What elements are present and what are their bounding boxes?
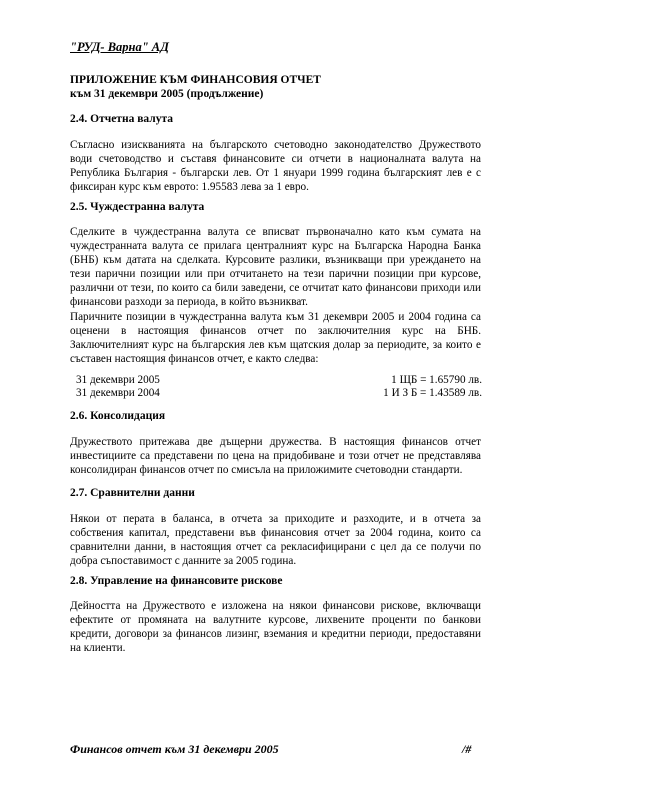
section-heading-consolidation: 2.6. Консолидация xyxy=(70,410,166,422)
paragraph-consolidation: Дружеството притежава две дъщерни дружества. В настоящия финансов отчет инвестициите са представени по цена на придобиване и този отчет не представлява консолидиран финансов отчет по смисъла на приложимите счетоводни стандарти. xyxy=(70,436,481,476)
exchange-rates-table xyxy=(76,374,482,400)
rate-date: 31 декември 2004 xyxy=(76,387,160,399)
exchange-rate-row xyxy=(76,387,482,400)
paragraph-foreign-currency-1: Сделките в чуждестранна валута се вписват първоначално като към сумата на чуждестранната валута се прилага централният курс на Българска Народна Банка (БНБ) към датата на сделката. Курсовите разлики, възникващи при уреждането на тези парични позиции или при отчитането на тези парични позиции при курсове, различни от тези, по които са били заведени, се отчитат като финансови приходи или финансови разходи за периода, в който възникват. xyxy=(70,226,481,308)
document-title-block xyxy=(70,73,321,101)
section-heading-comparatives: 2.7. Сравнителни данни xyxy=(70,487,195,499)
paragraph-currency: Съгласно изискванията на българското счетоводно законодателство Дружеството води счетоводство и съставя финансовите си отчети в националната валута на Република България - български лев. От 1 януари 1999 година българският лев е с фиксиран курс към еврото: 1.95583 лева за 1 евро. xyxy=(70,139,481,193)
section-heading-risk-management: 2.8. Управление на финансовите рискове xyxy=(70,575,283,587)
company-name: "РУД- Варна" АД xyxy=(70,40,169,54)
document-title: ПРИЛОЖЕНИЕ КЪМ ФИНАНСОВИЯ ОТЧЕТ xyxy=(70,74,321,86)
footer-page-number: /# xyxy=(462,742,472,756)
section-heading-currency: 2.4. Отчетна валута xyxy=(70,113,174,125)
paragraph-comparatives: Някои от перата в баланса, в отчета за приходите и разходите, и в отчета за собствения капитал, представени във финансовия отчет за 2004 година, които са сравнителни данни, в настоящия отчет са рекласифицирани с цел да се получи по добра съпоставимост с данните за 2005 година. xyxy=(70,513,481,567)
paragraph-risk-management: Дейността на Дружеството е изложена на някои финансови рискове, включващи ефектите от промяната на валутните курсове, лихвените проценти по банкови кредити, договори за финансов лизинг, вземания и кредитни периоди, предоставяни на клиенти. xyxy=(70,600,481,654)
rate-value: 1 И З Б = 1.43589 лв. xyxy=(383,387,482,399)
document-subtitle: към 31 декември 2005 (продължение) xyxy=(70,88,264,100)
paragraph-foreign-currency-2: Паричните позиции в чуждестранна валута към 31 декември 2005 и 2004 година са оценени в настоящия финансов отчет по заключителния курс на БНБ. Заключителният курс на българския лев към щатския долар за периодите, за които е съставен настоящия финансов отчет, е както следва: xyxy=(70,311,481,365)
rate-value: 1 ЩБ = 1.65790 лв. xyxy=(391,374,482,386)
rate-date: 31 декември 2005 xyxy=(76,374,160,386)
footer-title: Финансов отчет към 31 декември 2005 xyxy=(70,742,279,756)
section-heading-foreign-currency: 2.5. Чуждестранна валута xyxy=(70,201,205,213)
exchange-rate-row xyxy=(76,374,482,387)
